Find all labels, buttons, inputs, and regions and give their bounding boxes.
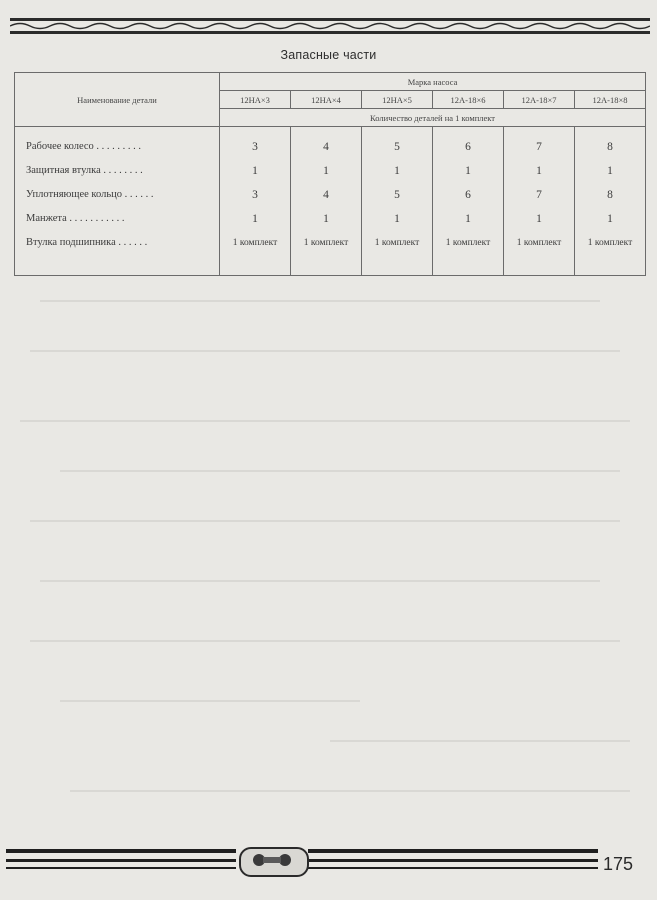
quantity-cell: 7	[536, 141, 542, 153]
quantity-cell: 6	[465, 189, 471, 201]
quantity-cell: 1	[252, 213, 258, 225]
quantity-cell: 4	[323, 189, 329, 201]
quantity-cell: 1 комплект	[232, 238, 278, 248]
part-name: Рабочее колесо . . . . . . . . .	[26, 141, 142, 152]
quantity-cell: 1	[607, 213, 613, 225]
pump-column-header: 12НА×3	[220, 91, 291, 109]
pump-column-header: 12А-18×8	[575, 91, 646, 109]
emblem-icon	[239, 847, 309, 877]
quantity-cell: 1 комплект	[516, 238, 562, 248]
quantity-cell: 1	[607, 165, 613, 177]
top-ornament	[10, 18, 650, 36]
part-names-column	[15, 127, 220, 276]
quantity-cell: 1 комплект	[303, 238, 349, 248]
quantity-cell: 1	[465, 213, 471, 225]
quantity-cell: 3	[252, 189, 258, 201]
quantity-cell: 8	[607, 141, 613, 153]
quantity-cell: 3	[252, 141, 258, 153]
quantity-cell: 5	[394, 141, 400, 153]
pump-values-column	[575, 127, 646, 276]
part-name: Защитная втулка . . . . . . . .	[26, 165, 143, 176]
quantity-cell: 1 комплект	[374, 238, 420, 248]
pump-values-column	[433, 127, 504, 276]
pump-values-column	[504, 127, 575, 276]
quantity-cell: 1 комплект	[587, 238, 633, 248]
quantity-cell: 1	[323, 165, 329, 177]
quantity-cell: 4	[323, 141, 329, 153]
bottom-ornament	[6, 845, 606, 875]
quantity-cell: 1 комплект	[445, 238, 491, 248]
spare-parts-table	[14, 72, 645, 276]
quantity-cell: 6	[465, 141, 471, 153]
quantity-cell: 1	[252, 165, 258, 177]
quantity-cell: 1	[394, 213, 400, 225]
pump-column-header: 12НА×4	[291, 91, 362, 109]
page-title: Запасные части	[280, 48, 377, 62]
quantity-cell: 1	[465, 165, 471, 177]
pump-column-header: 12А-18×7	[504, 91, 575, 109]
page-number: 175	[603, 854, 634, 874]
quantity-header: Количество деталей на 1 комплект	[220, 109, 646, 127]
pump-values-column	[291, 127, 362, 276]
pump-column-header: 12НА×5	[362, 91, 433, 109]
quantity-cell: 1	[323, 213, 329, 225]
pump-values-column	[362, 127, 433, 276]
quantity-cell: 1	[536, 213, 542, 225]
part-name: Втулка подшипника . . . . . .	[26, 237, 148, 248]
pump-values-column	[220, 127, 291, 276]
quantity-cell: 5	[394, 189, 400, 201]
quantity-cell: 7	[536, 189, 542, 201]
part-name: Уплотняющее кольцо . . . . . .	[26, 189, 154, 200]
quantity-cell: 1	[394, 165, 400, 177]
part-name-header: Наименование детали	[15, 73, 220, 127]
quantity-cell: 8	[607, 189, 613, 201]
part-name: Манжета . . . . . . . . . . .	[26, 213, 125, 224]
pump-brand-header: Марка насоса	[220, 73, 646, 91]
quantity-cell: 1	[536, 165, 542, 177]
pump-column-header: 12А-18×6	[433, 91, 504, 109]
